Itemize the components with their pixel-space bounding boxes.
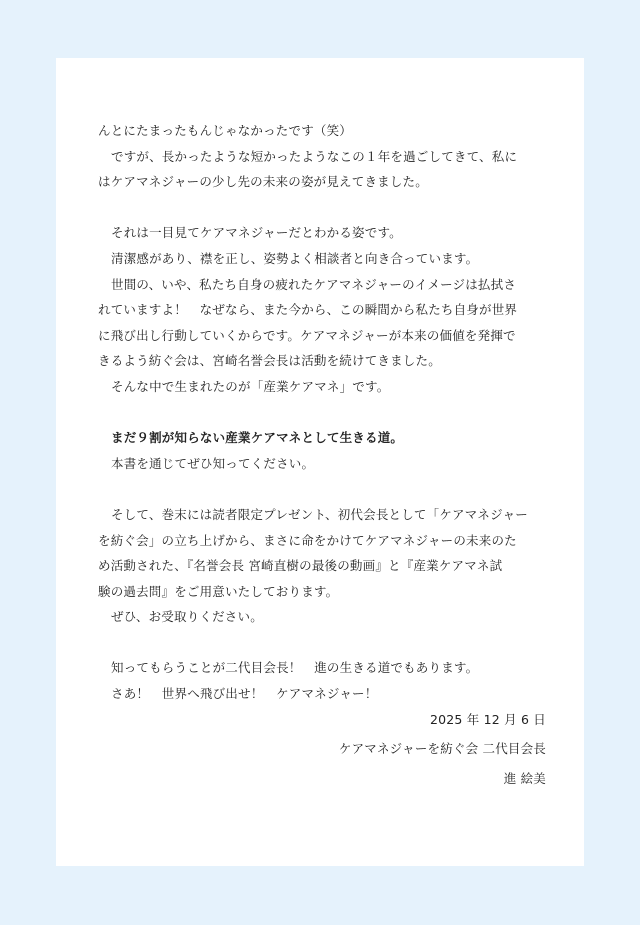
- body-line: ぜひ、お受取りください。: [111, 609, 263, 625]
- body-line: 清潔感があり、襟を正し、姿勢よく相談者と向き合っています。: [111, 250, 479, 266]
- body-line: ですが、長かったような短かったようなこの１年を過ごしてきて、私に: [111, 148, 518, 164]
- paragraph-gap: [98, 476, 546, 502]
- paragraph-gap: [98, 195, 546, 221]
- paragraph-gap: [98, 400, 546, 426]
- body-line: に飛び出し行動していくからです。ケアマネジャーが本来の価値を発揮で: [98, 327, 516, 343]
- body-line: れていますよ！ なぜなら、また今から、この瞬間から私たち自身が世界: [98, 302, 518, 318]
- body-line: はケアマネジャーの少し先の未来の姿が見えてきました。: [98, 174, 428, 190]
- letter-body: [98, 118, 546, 791]
- body-line: 知ってもらうことが二代目会長！ 進の生きる道でもあります。: [111, 660, 479, 676]
- paragraph-gap: [98, 630, 546, 656]
- body-line: それは一目見てケアマネジャーだとわかる姿です。: [111, 225, 402, 241]
- body-line: 世間の、いや、私たち自身の疲れたケアマネジャーのイメージは払拭さ: [111, 276, 517, 292]
- body-line: んとにたまったもんじゃなかったです（笑）: [98, 123, 353, 138]
- body-line: さあ！ 世界へ飛び出せ！ ケアマネジャー！: [111, 686, 378, 702]
- body-line: そんな中で生まれたのが「産業ケアマネ」です。: [111, 378, 390, 394]
- body-line: きるよう紡ぐ会は、宮崎名誉会長は活動を続けてきました。: [98, 353, 441, 369]
- signer-name: 進 絵美: [503, 770, 546, 786]
- body-line: 験の過去問』をご用意いたしております。: [98, 583, 339, 599]
- body-line: を紡ぐ会」の立ち上げから、まさに命をかけてケアマネジャーの未来のた: [98, 532, 517, 548]
- organization-title: ケアマネジャーを紡ぐ会 二代目会長: [338, 741, 546, 757]
- letter-page: [56, 58, 584, 866]
- body-line: 本書を通じてぜひ知ってください。: [111, 455, 315, 471]
- body-line: そして、巻末には読者限定プレゼント、初代会長として「ケアマネジャー: [111, 506, 528, 522]
- letter-date: 2025 年 12 月 6 日: [429, 711, 546, 727]
- body-line: め活動された、『名誉会長 宮崎直樹の最後の動画』と『産業ケアマネ試: [98, 558, 503, 574]
- emphasis-line: まだ９割が知らない産業ケアマネとして生きる道。: [111, 430, 404, 446]
